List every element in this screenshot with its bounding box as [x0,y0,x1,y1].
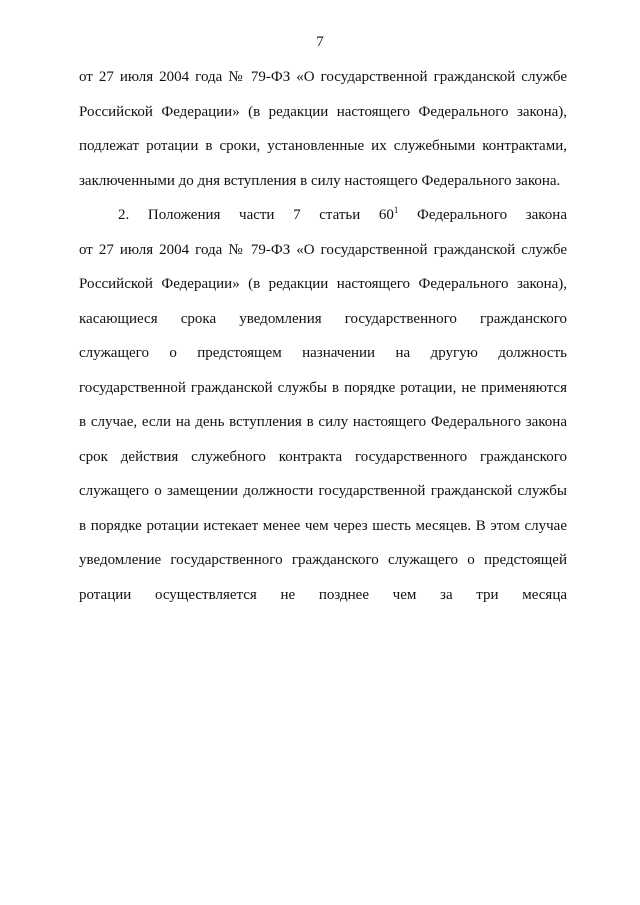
paragraph-2-line-3: Российской Федерации» (в редакции настоящего Федерального закона), [79,276,567,292]
paragraph-1-line-1: от 27 июля 2004 года № 79-ФЗ «О государственной гражданской службе [79,69,567,85]
paragraph-2-line-5: служащего о предстоящем назначении на другую должность [79,345,567,361]
paragraph-2-line-4: касающиеся срока уведомления государственного гражданского [79,310,567,327]
paragraph-2-line-1-end: Федерального закона [398,207,567,223]
paragraph-2-line-10: в порядке ротации истекает менее чем через шесть месяцев. В этом случае [79,517,567,534]
paragraph-2-line-1 [79,205,567,240]
paragraph-2-line-11: уведомление государственного гражданского служащего о предстоящей [79,552,567,568]
page-number: 7 [316,34,324,50]
paragraph-2-line-9: служащего о замещении должности государственной гражданской службы [79,483,567,499]
article-superscript: 1 [393,205,399,215]
paragraph-2-line-6: государственной гражданской службы в порядке ротации, не применяются [79,379,567,396]
paragraph-2-line-8: срок действия служебного контракта государственного гражданского [79,448,567,465]
paragraph-1-line-2: Российской Федерации» (в редакции настоящего Федерального закона), [79,103,567,120]
paragraph-2-line-7: в случае, если на день вступления в силу настоящего Федерального закона [79,414,567,430]
document-body [79,67,567,619]
paragraph-2 [79,205,567,619]
paragraph-2-line-12: ротации осуществляется не позднее чем за три месяца [79,586,567,603]
paragraph-1 [79,67,567,205]
paragraph-2-line-1-start: 2. Положения части 7 статьи 60 [118,207,394,223]
paragraph-1-line-4: заключенными до дня вступления в силу настоящего Федерального закона. [79,172,561,189]
paragraph-1-line-3: подлежат ротации в сроки, установленные их служебными контрактами, [79,138,567,154]
paragraph-2-line-2: от 27 июля 2004 года № 79-ФЗ «О государственной гражданской службе [79,241,567,258]
